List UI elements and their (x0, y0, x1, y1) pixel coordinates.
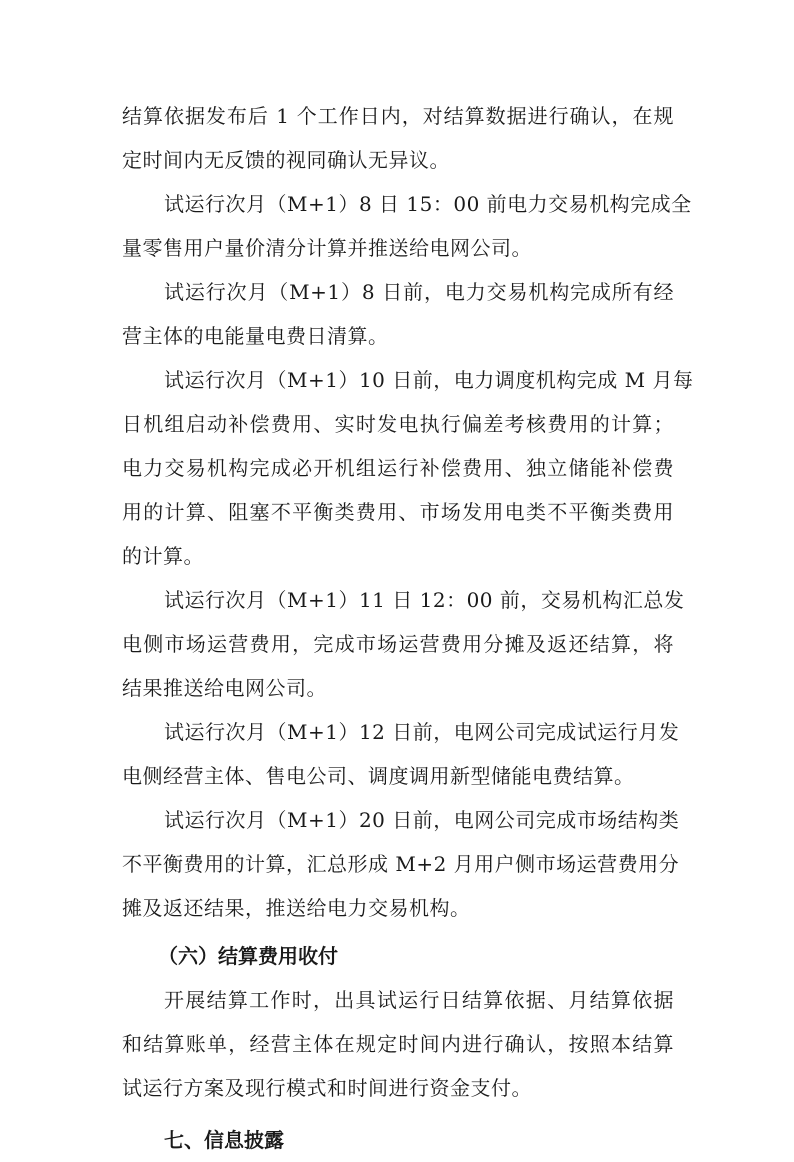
text-line: 日机组启动补偿费用、实时发电执行偏差考核费用的计算； (122, 412, 674, 436)
section-heading-fee-collection: （六）结算费用收付 (158, 944, 338, 968)
text-line: 结果推送给电网公司。 (122, 676, 327, 700)
paragraph-operating-cost-summary (122, 578, 685, 710)
paragraph-imbalance-calculation (122, 798, 680, 930)
paragraph-grid-settlement (122, 710, 680, 798)
text-line: 结算依据发布后 1 个工作日内，对结算数据进行确认，在规 (122, 104, 674, 128)
text-line: 营主体的电能量电费日清算。 (122, 324, 389, 348)
paragraph-compensation-calculation (122, 358, 694, 578)
text-line: 电侧市场运营费用，完成市场运营费用分摊及返还结算，将 (122, 632, 674, 656)
document-body (122, 94, 694, 1162)
text-line: 用的计算、阻塞不平衡类费用、市场发用电类不平衡类费用 (122, 500, 674, 524)
paragraph-retail-clearing (122, 182, 692, 270)
text-line: 试运行次月（M+1）8 日 15：00 前电力交易机构完成全 (164, 192, 692, 216)
text-line: 试运行方案及现行模式和时间进行资金支付。 (122, 1076, 532, 1100)
paragraph-settlement-confirmation (122, 94, 674, 182)
text-line: 试运行次月（M+1）20 日前，电网公司完成市场结构类 (164, 808, 680, 832)
paragraph-daily-clearing (122, 270, 674, 358)
text-line: 试运行次月（M+1）12 日前，电网公司完成试运行月发 (164, 720, 680, 744)
text-line: 试运行次月（M+1）11 日 12：00 前，交易机构汇总发 (164, 588, 685, 612)
text-line: 开展结算工作时，出具试运行日结算依据、月结算依据 (164, 988, 674, 1012)
text-line: 和结算账单，经营主体在规定时间内进行确认，按照本结算 (122, 1032, 674, 1056)
text-line: 电侧经营主体、售电公司、调度调用新型储能电费结算。 (122, 764, 635, 788)
text-line: 电力交易机构完成必开机组运行补偿费用、独立储能补偿费 (122, 456, 674, 480)
text-line: 定时间内无反馈的视同确认无异议。 (122, 148, 450, 172)
paragraph-fee-payment (122, 978, 674, 1110)
text-line: 摊及返还结果，推送给电力交易机构。 (122, 896, 471, 920)
text-line: 试运行次月（M+1）8 日前，电力交易机构完成所有经 (164, 280, 674, 304)
text-line: 不平衡费用的计算，汇总形成 M+2 月用户侧市场运营费用分 (122, 852, 680, 876)
text-line: 试运行次月（M+1）10 日前，电力调度机构完成 M 月每 (164, 368, 694, 392)
text-line: 量零售用户量价清分计算并推送给电网公司。 (122, 236, 532, 260)
text-line: 的计算。 (122, 544, 204, 568)
section-heading-information-disclosure: 七、信息披露 (164, 1128, 284, 1152)
